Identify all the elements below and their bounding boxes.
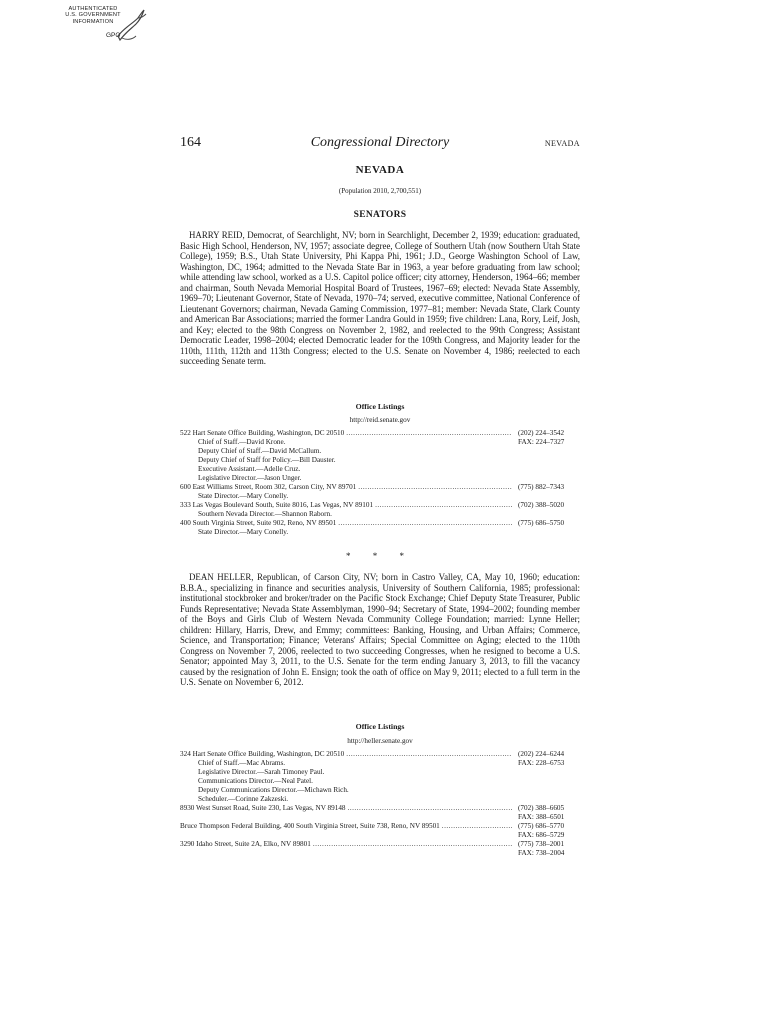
- office-entry: [180, 840, 580, 858]
- senator-website-link[interactable]: http://heller.senate.gov: [347, 737, 413, 745]
- office-address: Bruce Thompson Federal Building, 400 South Virginia Street, Suite 738, Reno, NV 89501: [180, 822, 440, 830]
- senator-bio-reid: HARRY REID, Democrat, of Searchlight, NV; born in Searchlight, December 2, 1939; education: graduated, Basic High School, Henderson, NV, 1957; associate degree, College of Southern Utah (now Southern Utah State College), 1959; B.S., Utah State University, Phi Kappa Phi, 1961; J.D., George Washington School of Law, Washington, DC, 1964; admitted to the Nevada State Bar in 1963, a year before graduating from law school; while attending law school, worked as a U.S. Capitol police officer; city attorney, Henderson, 1964–66; member and chairman, South Nevada Memorial Hospital Board of Trustees, 1967–69; elected: Nevada State Assembly, 1969–70; Lieutenant Governor, State of Nevada, 1970–74; served, executive committee, National Conference of Lieutenant Governors; chairman, Nevada Gaming Commission, 1977–81; member: Nevada State, Clark County and American Bar Associations; married the former Landra Gould in 1959; five children: Lana, Rory, Leif, Josh, and Key; elected to the 98th Congress on November 2, 1982, and reelected to the 99th Congress; Assistant Democratic Leader, 1998–2004; elected Democratic leader for the 109th Congress, and Majority leader for the 110th, 111th, 112th and 113th Congress; elected to the U.S. Senate on November 4, 1986; reelected to each succeeding Senate term.: [180, 230, 580, 366]
- phone-number: (202) 224–6244: [518, 750, 565, 758]
- office-entry: [180, 519, 580, 537]
- dot-leader: [442, 822, 512, 831]
- dot-leader: [375, 501, 512, 510]
- phone-number: (202) 224–3542: [518, 429, 565, 437]
- logo-gpo-text: GPO: [106, 32, 121, 39]
- population-line: (Population 2010, 2,700,551): [338, 187, 422, 195]
- office-address: 400 South Virginia Street, Suite 902, Reno, NV 89501: [180, 519, 337, 527]
- fax-number: FAX: 228–6753: [518, 759, 565, 767]
- office-entry: [180, 501, 580, 519]
- office-list-heller: [180, 750, 580, 858]
- page-number: 164: [180, 135, 201, 150]
- office-entry: [180, 483, 580, 501]
- staff-member: State Director.—Mary Conelly.: [198, 528, 289, 536]
- header-state: NEVADA: [544, 139, 580, 148]
- section-separator: * * *: [346, 551, 414, 561]
- office-address: 333 Las Vegas Boulevard South, Suite 8016, Las Vegas, NV 89101: [180, 501, 374, 509]
- phone-number: (775) 738–2001: [518, 840, 565, 848]
- logo-line-1: AUTHENTICATED: [68, 6, 118, 12]
- office-address: 324 Hart Senate Office Building, Washington, DC 20510: [180, 750, 345, 758]
- dot-leader: [358, 483, 512, 492]
- staff-member: Deputy Chief of Staff.—David McCallum.: [198, 447, 322, 455]
- staff-member: Southern Nevada Director.—Shannon Raborn.: [198, 510, 332, 518]
- office-entry: [180, 804, 580, 822]
- dot-leader: [346, 750, 512, 759]
- staff-member: Chief of Staff.—David Krone.: [198, 438, 286, 446]
- fax-number: FAX: 388–6501: [518, 813, 565, 821]
- fax-number: FAX: 738–2004: [518, 849, 565, 857]
- dot-leader: [346, 429, 512, 438]
- logo-line-3: INFORMATION: [72, 18, 114, 25]
- office-entry: [180, 750, 580, 804]
- staff-member: Legislative Director.—Sarah Timoney Paul.: [198, 768, 325, 776]
- dot-leader: [313, 840, 512, 849]
- senator-website-link[interactable]: http://reid.senate.gov: [349, 416, 411, 424]
- office-address: 522 Hart Senate Office Building, Washington, DC 20510: [180, 429, 345, 437]
- staff-member: Scheduler.—Corinne Zakzeski.: [198, 795, 289, 803]
- phone-number: (775) 686–5770: [518, 822, 565, 830]
- dot-leader: [338, 519, 512, 528]
- dot-leader: [348, 804, 512, 813]
- office-address: 600 East Williams Street, Room 302, Carson City, NV 89701: [180, 483, 357, 491]
- gpo-authentication-logo: [62, 6, 152, 50]
- staff-member: Deputy Chief of Staff for Policy.—Bill Dauster.: [198, 456, 336, 464]
- publication-title: Congressional Directory: [310, 135, 450, 150]
- office-listings-heading: Office Listings: [355, 722, 405, 731]
- staff-member: Executive Assistant.—Adelle Cruz.: [198, 465, 301, 473]
- eagle-icon: [114, 6, 148, 46]
- running-header: [180, 135, 580, 151]
- senator-bio-heller: DEAN HELLER, Republican, of Carson City, NV; born in Castro Valley, CA, May 10, 1960; education: B.B.A., specializing in finance and securities analysis, University of Southern California, 1985; professional: institutional stockbroker and broker/trader on the Pacific Stock Exchange; Chief Deputy State Treasurer, Public Funds Representative; Nevada State Assemblyman, 1990–94; Secretary of State, 1994–2002; founding member of the Boys and Girls Club of Western Nevada Community College Foundation; married: Lynne Heller; children: Hillary, Harris, Drew, and Emmy; committees: Banking, Housing, and Urban Affairs; Commerce, Science, and Transportation; Finance; Veterans' Affairs; Special Committee on Aging; elected to the 110th Congress on November 7, 2006, reelected to two succeeding Congresses, when he resigned to become a U.S. Senator; appointed May 3, 2011, to the U.S. Senate for the term ending January 3, 2013, to fill the vacancy caused by the resignation of John E. Ensign; took the oath of office on May 9, 2011; elected to a full term in the U.S. Senate on November 6, 2012.: [180, 572, 580, 687]
- staff-member: Legislative Director.—Jason Unger.: [198, 474, 302, 482]
- state-heading: NEVADA: [355, 164, 405, 176]
- staff-member: State Director.—Mary Conelly.: [198, 492, 289, 500]
- office-entry: [180, 429, 580, 483]
- office-list-reid: [180, 429, 580, 537]
- office-address: 3290 Idaho Street, Suite 2A, Elko, NV 89801: [180, 840, 311, 848]
- staff-member: Deputy Communications Director.—Michawn Rich.: [198, 786, 349, 794]
- phone-number: (702) 388–6605: [518, 804, 565, 812]
- phone-number: (702) 388–5020: [518, 501, 565, 509]
- staff-member: Communications Director.—Neal Patel.: [198, 777, 313, 785]
- section-heading: SENATORS: [353, 210, 407, 220]
- office-address: 8930 West Sunset Road, Suite 230, Las Vegas, NV 89148: [180, 804, 346, 812]
- office-listings-heading: Office Listings: [355, 402, 405, 411]
- staff-member: Chief of Staff.—Mac Abrams.: [198, 759, 286, 767]
- fax-number: FAX: 224–7327: [518, 438, 565, 446]
- office-entry: [180, 822, 580, 840]
- phone-number: (775) 686–5750: [518, 519, 565, 527]
- fax-number: FAX: 686–5729: [518, 831, 565, 839]
- phone-number: (775) 882–7343: [518, 483, 565, 491]
- logo-line-2: U.S. GOVERNMENT: [65, 12, 121, 19]
